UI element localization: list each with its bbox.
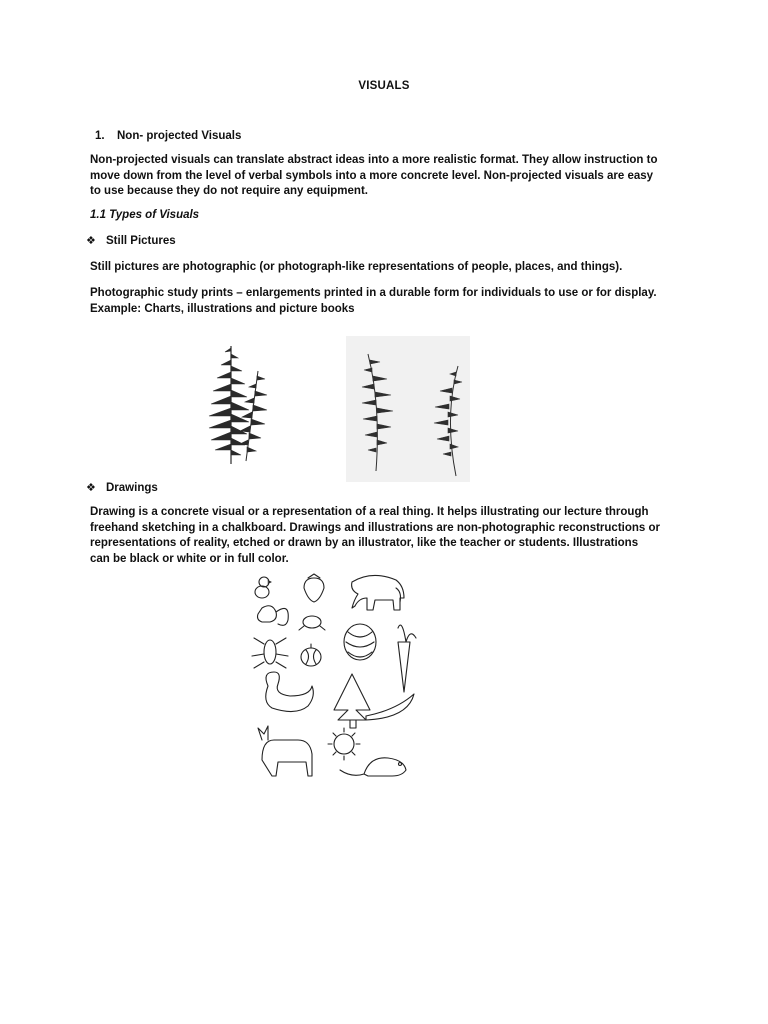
study-prints-paragraph <box>90 286 690 317</box>
fern-photo-left <box>186 336 286 466</box>
bullet-icon: ❖ <box>86 235 96 247</box>
section-heading-non-projected <box>95 130 241 142</box>
paragraph-line: Example: Charts, illustrations and picture books <box>90 302 355 315</box>
bullet-still-pictures <box>86 234 176 247</box>
section-number: 1. <box>95 130 105 142</box>
fern-photo-right <box>346 336 470 482</box>
page-title: VISUALS <box>358 80 410 92</box>
bullet-drawings <box>86 481 158 494</box>
fern-photo-left-icon <box>186 336 286 466</box>
line-drawings-icon <box>248 568 420 790</box>
paragraph-line: Drawing is a concrete visual or a representation of a real thing. It helps illustrating our lecture through <box>90 506 649 518</box>
bullet-heading: Still Pictures <box>106 235 176 247</box>
paragraph-line: can be black or white or in full color. <box>90 552 289 565</box>
bullet-heading: Drawings <box>106 482 158 494</box>
subsection-heading: 1.1 Types of Visuals <box>90 209 200 221</box>
section-paragraph <box>90 153 690 200</box>
paragraph-line: Non-projected visuals can translate abstract ideas into a more realistic format. They allow instruction to <box>90 154 658 166</box>
bullet-icon: ❖ <box>86 482 96 494</box>
paragraph-line: Photographic study prints – enlargements printed in a durable form for individuals to use or for display. <box>90 287 657 299</box>
paragraph-line: Still pictures are photographic (or photograph-like representations of people, places, and things). <box>90 261 623 273</box>
paragraph-line: freehand sketching in a chalkboard. Drawings and illustrations are non-photographic reconstructions or <box>90 521 660 534</box>
fern-photo-right-icon <box>346 336 470 482</box>
paragraph-line: representations of reality, etched or drawn by an illustrator, like the teacher or students. Illustrations <box>90 537 639 549</box>
still-pictures-paragraph <box>90 260 690 276</box>
section-heading-text: Non- projected Visuals <box>117 130 242 142</box>
paragraph-line: move down from the level of verbal symbols into a more concrete level. Non-projected visuals are easy <box>90 169 654 182</box>
drawings-paragraph <box>90 505 690 567</box>
line-drawings-illustration <box>248 568 420 790</box>
paragraph-line: to use because they do not require any equipment. <box>90 185 368 197</box>
